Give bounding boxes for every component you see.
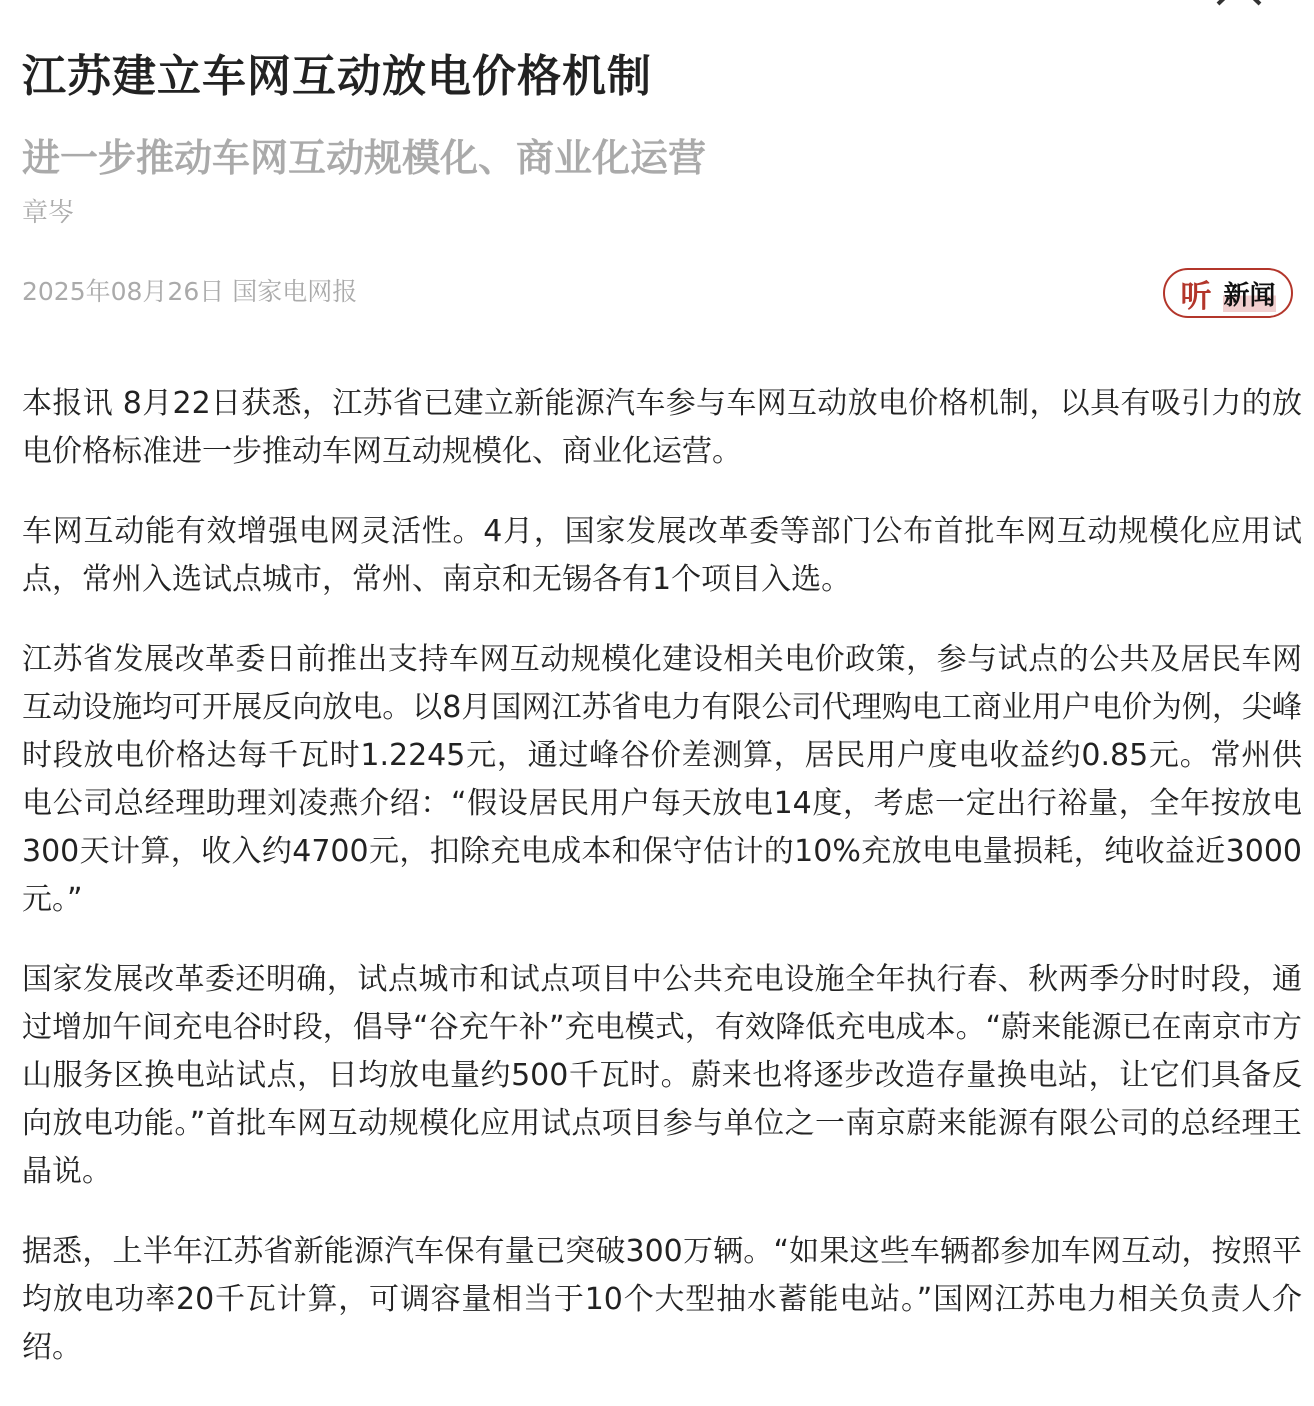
- paragraph: 车网互动能有效增强电网灵活性。4月，国家发展改革委等部门公布首批车网互动规模化应用试点，常州入选试点城市，常州、南京和无锡各有1个项目入选。: [22, 514, 1302, 597]
- listen-label: 听: [1180, 278, 1212, 315]
- paragraph: 国家发展改革委还明确，试点城市和试点项目中公共充电设施全年执行春、秋两季分时时段，通过增加午间充电谷时段，倡导“谷充午补”充电模式，有效降低充电成本。“蔚来能源已在南京市方山服务区换电站试点，日均放电量约500千瓦时。蔚来也将逐步改造存量换电站，让它们具备反向放电功能。”首批车网互动规模化应用试点项目参与单位之一南京蔚来能源有限公司的总经理王晶说。: [22, 962, 1302, 1189]
- chevron-up-icon[interactable]: [1214, 0, 1264, 8]
- article-source: 国家电网报: [232, 277, 358, 306]
- paragraph: 江苏省发展改革委日前推出支持车网互动规模化建设相关电价政策，参与试点的公共及居民车网互动设施均可开展反向放电。以8月国网江苏省电力有限公司代理购电工商业用户电价为例，尖峰时段放电价格达每千瓦时1.2245元，通过峰谷价差测算，居民用户度电收益约0.85元。常州供电公司总经理助理刘凌燕介绍：“假设居民用户每天放电14度，考虑一定出行裕量，全年按放电300天计算，收入约4700元，扣除充电成本和保守估计的10%充放电电量损耗，纯收益近3000元。”: [22, 642, 1302, 917]
- paragraph: 据悉，上半年江苏省新能源汽车保有量已突破300万辆。“如果这些车辆都参加车网互动，按照平均放电功率20千瓦计算，可调容量相当于10个大型抽水蓄能电站。”国网江苏电力相关负责人介绍。: [22, 1234, 1302, 1365]
- article-subtitle: 进一步推动车网互动规模化、商业化运营: [22, 136, 707, 180]
- article-author: 章岑: [22, 198, 75, 228]
- listen-news-button[interactable]: [1163, 268, 1293, 318]
- article-title: 江苏建立车网互动放电价格机制: [22, 51, 652, 102]
- article-date: 2025年08月26日: [22, 277, 225, 306]
- article-meta: [22, 272, 357, 308]
- article-body: [22, 380, 1302, 1404]
- paragraph: 本报讯 8月22日获悉，江苏省已建立新能源汽车参与车网互动放电价格机制，以具有吸引力的放电价格标准进一步推动车网互动规模化、商业化运营。: [22, 386, 1302, 469]
- news-label: 新闻: [1223, 275, 1275, 312]
